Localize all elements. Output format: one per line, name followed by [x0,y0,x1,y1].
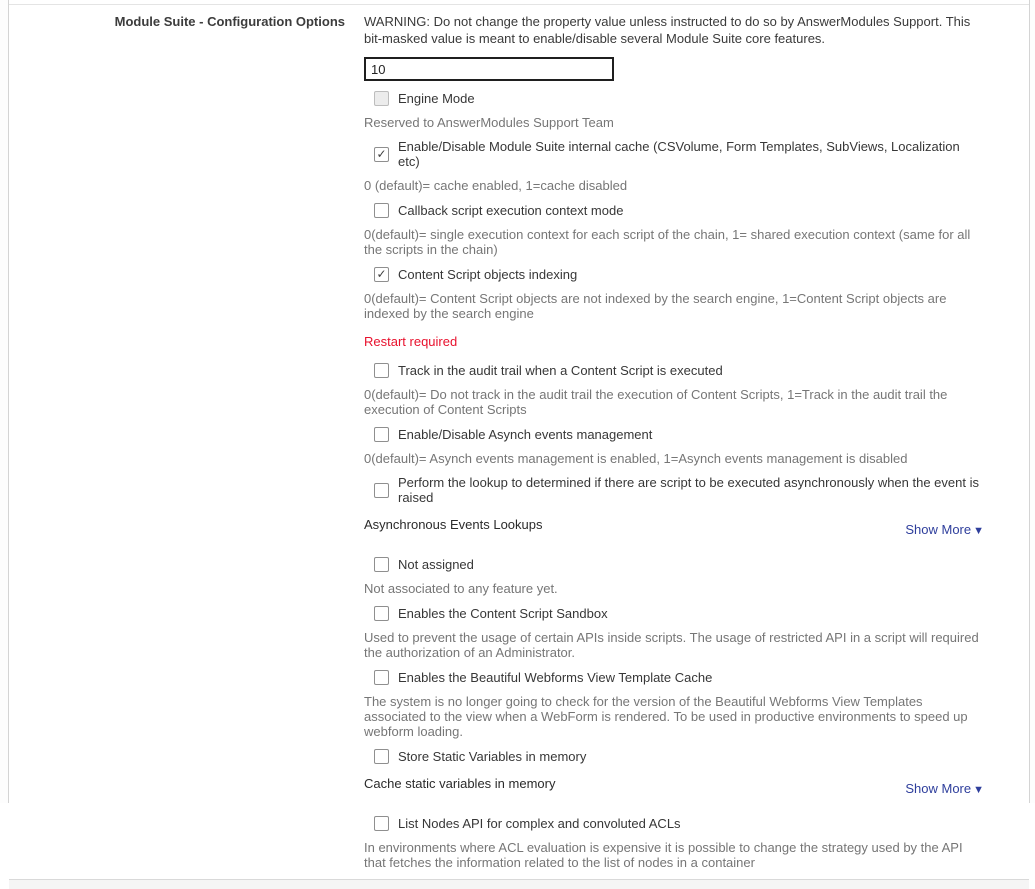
checkbox-label: Enables the Beautiful Webforms View Template Cache [398,669,713,685]
checkbox-row [374,266,984,282]
restart-required-note: Restart required [364,334,458,349]
checkbox-row [374,669,984,685]
option-description: Reserved to AnswerModules Support Team [364,115,614,130]
checkbox-unchecked[interactable] [374,363,389,378]
checkbox-unchecked[interactable] [374,606,389,621]
checkbox-row [374,426,984,442]
option-description: 0(default)= Do not track in the audit trail the execution of Content Scripts, 1=Track in the audit trail the execution of Content Scripts [364,387,948,417]
setting-content-inner [364,13,984,870]
checkbox-label: Store Static Variables in memory [398,748,587,764]
checkbox-label: Enable/Disable Asynch events management [398,426,653,442]
option-description: In environments where ACL evaluation is expensive it is possible to change the strategy used by the API that fetches the information related to the list of nodes in a container [364,840,963,870]
checkbox-row [374,556,984,572]
chevron-down-icon: ▼ [973,525,984,537]
checkbox-label: Engine Mode [398,90,475,106]
checkbox-unchecked[interactable] [374,749,389,764]
warning-text: WARNING: Do not change the property value unless instructed to do so by AnswerModules Support. This bit-masked value is meant to enable/disable several Module Suite core features. [364,14,971,46]
option-description: 0 (default)= cache enabled, 1=cache disabled [364,178,628,193]
checkbox-label: Enables the Content Script Sandbox [398,605,608,621]
option-description: 0(default)= single execution context for each script of the chain, 1= shared execution context (same for all the scripts in the chain) [364,227,971,257]
checkbox-row [374,815,984,831]
checkbox-label: Enable/Disable Module Suite internal cache (CSVolume, Form Templates, SubViews, Localization etc) [398,139,960,169]
settings-table [8,0,1030,870]
next-row-edge [9,879,1029,889]
setting-label: Module Suite - Configuration Options [114,14,345,29]
section-row [364,776,984,796]
option-description: Not associated to any feature yet. [364,581,558,596]
checkbox-row [374,139,984,169]
option-description: 0(default)= Asynch events management is enabled, 1=Asynch events management is disabled [364,451,908,466]
option-description: The system is no longer going to check for the version of the Beautiful Webforms View Templates associated to the view when a WebForm is rendered. To be used in productive environments to speed up webform loading. [364,694,968,739]
checkbox-row [374,605,984,621]
show-more-link[interactable]: Show More ▼ [905,781,984,796]
checkbox-row [374,90,984,106]
checkbox-checked[interactable]: ✓ [374,267,389,282]
checkbox-checked[interactable]: ✓ [374,147,389,162]
checkbox-label: Perform the lookup to determined if there are script to be executed asynchronously when the event is raised [398,475,979,505]
checkbox-unchecked[interactable] [374,670,389,685]
config-items [364,90,984,870]
option-description: Used to prevent the usage of certain APIs inside scripts. The usage of restricted API in a script will required the authorization of an Administrator. [364,630,979,660]
checkbox-label: Callback script execution context mode [398,202,624,218]
setting-content [357,5,1029,879]
checkbox-label: Content Script objects indexing [398,266,578,282]
checkbox-row [374,202,984,218]
checkbox-unchecked[interactable] [374,557,389,572]
option-description: 0(default)= Content Script objects are not indexed by the search engine, 1=Content Script objects are indexed by the search engine [364,291,947,321]
checkbox-label: Track in the audit trail when a Content Script is executed [398,362,723,378]
checkbox-unchecked [374,91,389,106]
checkbox-row [374,748,984,764]
checkbox-row [374,475,984,505]
show-more-link[interactable]: Show More ▼ [905,522,984,537]
checkbox-label: Not assigned [398,556,474,572]
section-label: Cache static variables in memory [364,776,556,791]
section-label: Asynchronous Events Lookups [364,517,543,532]
chevron-down-icon: ▼ [973,784,984,796]
checkbox-unchecked[interactable] [374,203,389,218]
checkbox-unchecked[interactable] [374,483,389,498]
config-options-row [9,5,1029,879]
checkbox-label: List Nodes API for complex and convoluted ACLs [398,815,681,831]
checkbox-row [374,362,984,378]
section-row [364,517,984,537]
checkbox-unchecked[interactable] [374,816,389,831]
checkbox-unchecked[interactable] [374,427,389,442]
bitmask-value-input[interactable] [364,57,614,81]
